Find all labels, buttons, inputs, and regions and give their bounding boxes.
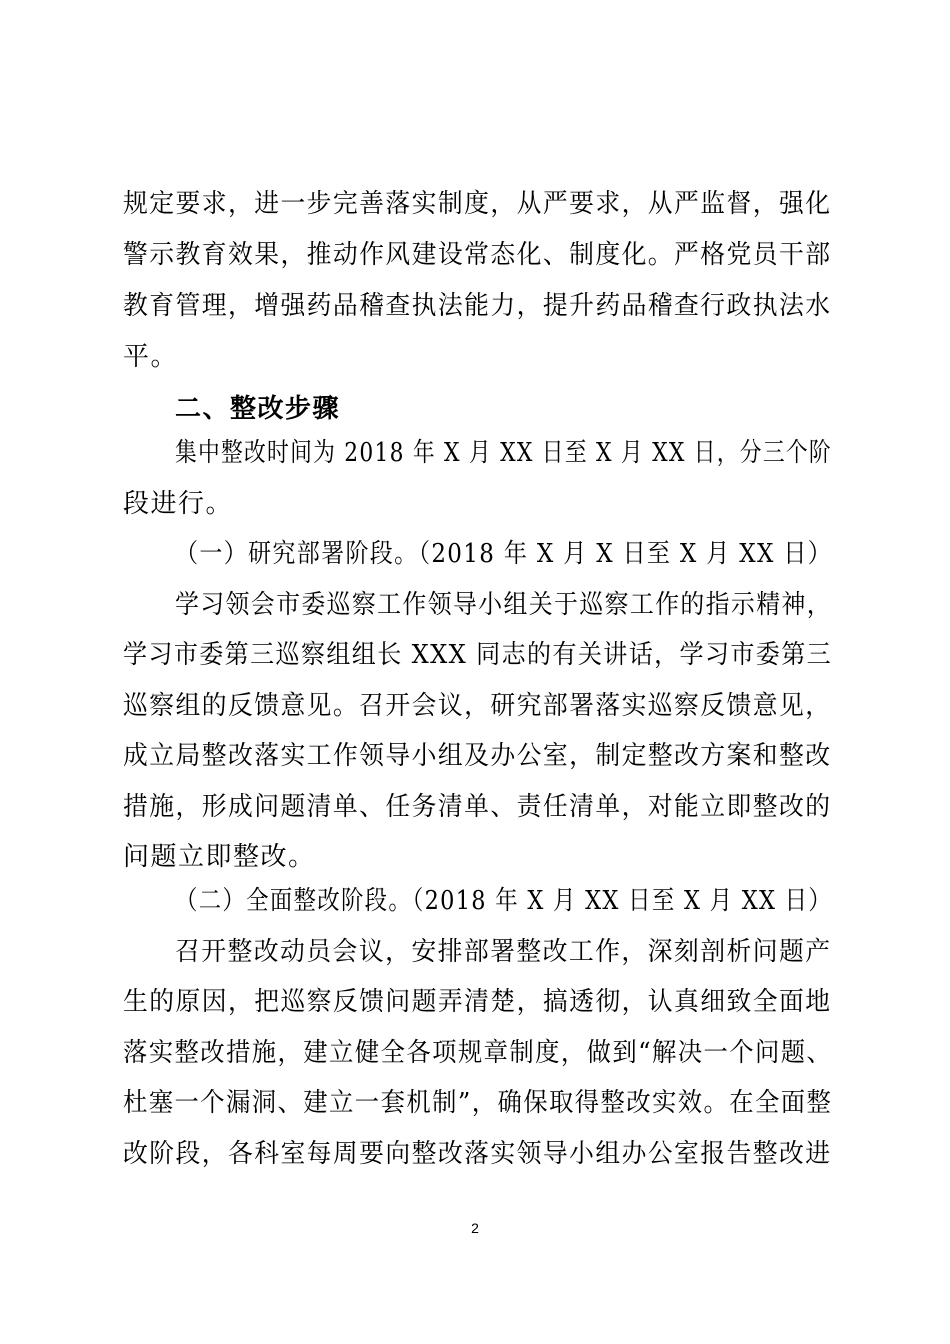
paragraph-line: 巡察组的反馈意见。召开会议，研究部署落实巡察反馈意见， (123, 691, 832, 721)
paragraph-line: 成立局整改落实工作领导小组及办公室，制定整改方案和整改 (123, 741, 832, 771)
paragraph-line: 生的原因，把巡察反馈问题弄清楚，搞透彻，认真细致全面地 (123, 987, 832, 1017)
paragraph-line: 措施，形成问题清单、任务清单、责任清单，对能立即整改的 (123, 792, 832, 822)
paragraph-line: 段进行。 (123, 489, 234, 519)
paragraph-line: 平。 (123, 342, 179, 372)
subsection-heading: （二）全面整改阶段。（2018 年 X 月 XX 日至 X 月 XX 日） (175, 886, 833, 916)
paragraph-line: 问题立即整改。 (123, 842, 316, 872)
paragraph-line: 集中整改时间为 2018 年 X 月 XX 日至 X 月 XX 日，分三个阶 (175, 438, 832, 468)
paragraph-line: 规定要求，进一步完善落实制度，从严要求，从严监督，强化 (123, 189, 832, 219)
paragraph-line: 警示教育效果，推动作风建设常态化、制度化。严格党员干部 (123, 240, 832, 270)
page-number: 2 (471, 1220, 479, 1236)
paragraph-line: 学习领会市委巡察工作领导小组关于巡察工作的指示精神， (175, 590, 833, 620)
paragraph-line: 召开整改动员会议，安排部署整改工作，深刻剖析问题产 (175, 937, 832, 967)
paragraph-line: 落实整改措施，建立健全各项规章制度，做到“解决一个问题、 (123, 1038, 833, 1068)
paragraph-line: 改阶段，各科室每周要向整改落实领导小组办公室报告整改进 (123, 1139, 832, 1169)
paragraph-line: 杜塞一个漏洞、建立一套机制”，确保取得整改实效。在全面整 (123, 1088, 833, 1118)
subsection-heading: （一）研究部署阶段。（2018 年 X 月 X 日至 X 月 XX 日） (175, 539, 833, 569)
paragraph-line: 学习市委第三巡察组组长 XXX 同志的有关讲话，学习市委第三 (123, 640, 833, 670)
paragraph-line: 教育管理，增强药品稽查执法能力，提升药品稽查行政执法水 (123, 291, 832, 321)
section-heading: 二、整改步骤 (175, 394, 341, 424)
